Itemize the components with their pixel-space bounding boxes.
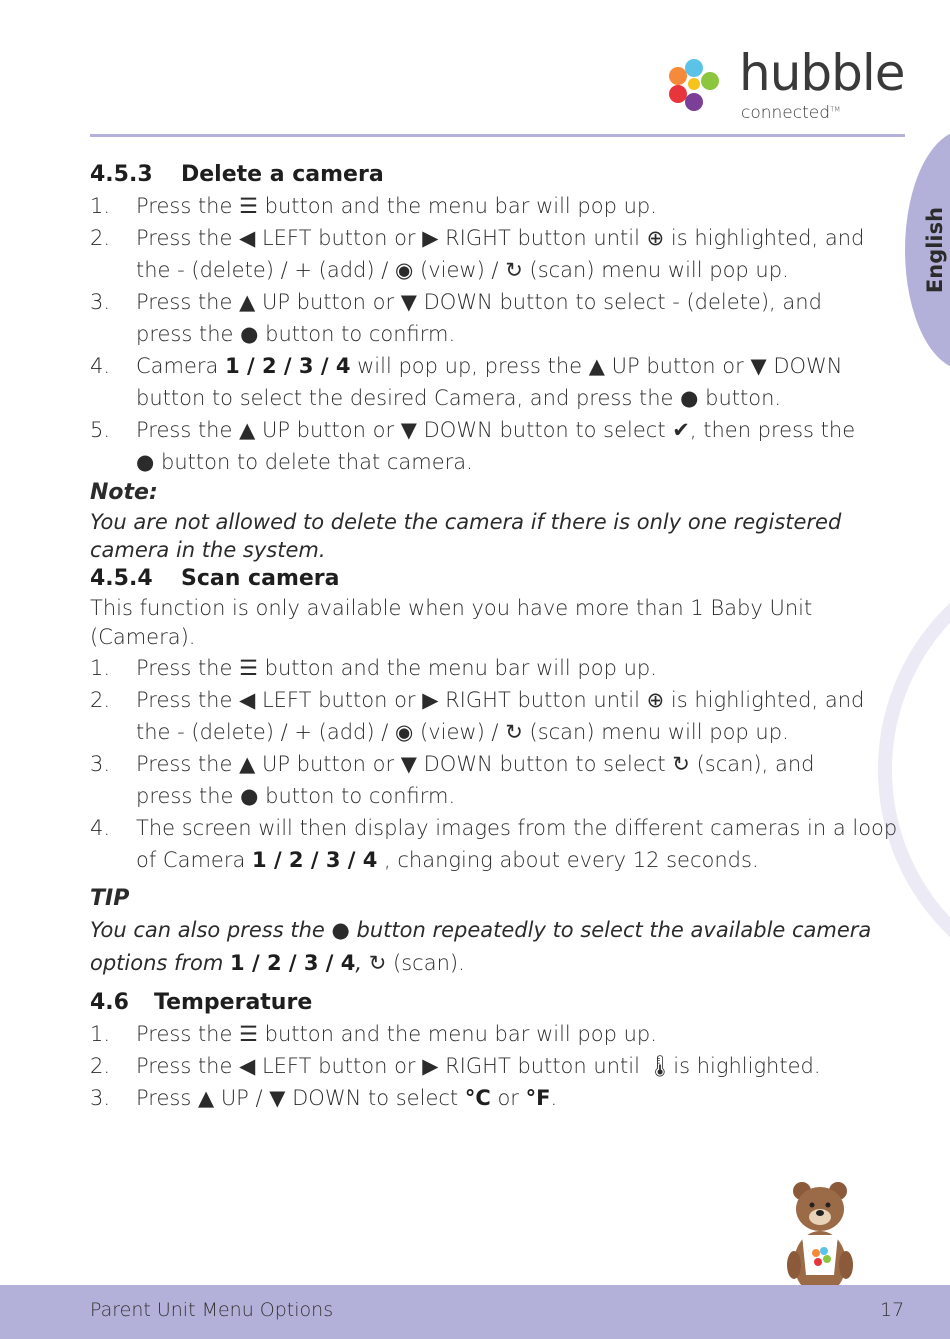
list-item: 2. Press the ◀ LEFT button or ▶ RIGHT button until ⊕ is highlighted, and the - (delete) / + (add) / ◉ (view) / ↻ (scan) menu will pop up. (90, 222, 905, 286)
list-item: 1. Press the ☰ button and the menu bar will pop up. (90, 1018, 905, 1050)
down-triangle-icon: ▼ (269, 1086, 286, 1110)
down-triangle-icon: ▼ (750, 354, 767, 378)
list-item: 5. Press the ▲ UP button or ▼ DOWN button to select ✔, then press the ● button to delete that camera. (90, 414, 905, 478)
page-number: 17 (880, 1299, 905, 1321)
checkmark-icon: ✔ (672, 418, 690, 442)
list-item: 1. Press the ☰ button and the menu bar will pop up. (90, 652, 905, 684)
list-item: 2. Press the ◀ LEFT button or ▶ RIGHT button until ⊕ is highlighted, and the - (delete) / + (add) / ◉ (view) / ↻ (scan) menu will pop up. (90, 684, 905, 748)
down-triangle-icon: ▼ (400, 418, 417, 442)
scan-icon: ↻ (505, 720, 523, 744)
right-triangle-icon: ▶ (422, 1054, 439, 1078)
hubble-logo-flower-icon (664, 54, 724, 114)
list-item: 3. Press the ▲ UP button or ▼ DOWN button to select ↻ (scan), and press the ● button to confirm. (90, 748, 905, 812)
left-triangle-icon: ◀ (239, 226, 256, 250)
list-item: 3. Press the ▲ UP button or ▼ DOWN button to select - (delete), and press the ● button to confirm. (90, 286, 905, 350)
up-triangle-icon: ▲ (239, 418, 256, 442)
eye-icon: ◉ (395, 258, 414, 282)
section-heading-454: 4.5.4 Scan camera (90, 566, 340, 591)
down-triangle-icon: ▼ (400, 752, 417, 776)
up-triangle-icon: ▲ (197, 1086, 215, 1110)
camera-settings-icon: ⊕ (646, 226, 665, 250)
scan-icon: ↻ (368, 951, 387, 975)
down-triangle-icon: ▼ (400, 290, 417, 314)
menu-icon: ☰ (239, 656, 258, 680)
note-text: You are not allowed to delete the camera if there is only one registered camera in the system. (90, 510, 842, 562)
up-triangle-icon: ▲ (588, 354, 605, 378)
list-item: 4. Camera 1 / 2 / 3 / 4 will pop up, press the ▲ UP button or ▼ DOWN button to select the desired Camera, and press the ● button. (90, 350, 905, 414)
right-triangle-icon: ▶ (422, 226, 439, 250)
tip-heading: TIP (90, 886, 130, 911)
footer-section-title: Parent Unit Menu Options (90, 1299, 334, 1321)
ok-dot-icon: ● (240, 784, 259, 808)
section-intro: This function is only available when you have more than 1 Baby Unit (Camera). (90, 596, 813, 649)
header-rule (90, 134, 905, 137)
thermometer-icon: 🌡 (646, 1054, 674, 1078)
section-heading-453: 4.5.3 Delete a camera (90, 162, 384, 187)
eye-icon: ◉ (395, 720, 414, 744)
list-item: 1. Press the ☰ button and the menu bar will pop up. (90, 190, 905, 222)
list-item: 4. The screen will then display images from the different cameras in a loop of Camera 1 / 2 / 3 / 4 , changing about every 12 seconds. (90, 816, 898, 872)
menu-icon: ☰ (239, 194, 258, 218)
ok-dot-icon: ● (331, 918, 350, 942)
section-heading-46: 4.6 Temperature (90, 990, 313, 1015)
ok-dot-icon: ● (240, 322, 259, 346)
left-triangle-icon: ◀ (239, 1054, 256, 1078)
scan-icon: ↻ (672, 752, 690, 776)
page-content (90, 160, 905, 1114)
language-tab-label: English (923, 206, 947, 294)
ok-dot-icon: ● (136, 450, 155, 474)
up-triangle-icon: ▲ (239, 752, 256, 776)
menu-icon: ☰ (239, 1022, 258, 1046)
list-item: 3. Press ▲ UP / ▼ DOWN to select °C or °F. (90, 1082, 905, 1114)
brand-sub: connected™ (741, 103, 841, 123)
ok-dot-icon: ● (680, 386, 699, 410)
camera-settings-icon: ⊕ (646, 688, 665, 712)
right-triangle-icon: ▶ (422, 688, 439, 712)
note-heading: Note: (90, 480, 158, 505)
scan-icon: ↻ (505, 258, 523, 282)
tip-text: You can also press the ● button repeatedly to select the available camera options from 1 / 2 / 3 / 4, ↻ (scan). (90, 914, 905, 980)
brand-name: hubble (739, 44, 905, 102)
list-item: 2. Press the ◀ LEFT button or ▶ RIGHT button until 🌡is highlighted. (90, 1050, 905, 1082)
up-triangle-icon: ▲ (239, 290, 256, 314)
left-triangle-icon: ◀ (239, 688, 256, 712)
